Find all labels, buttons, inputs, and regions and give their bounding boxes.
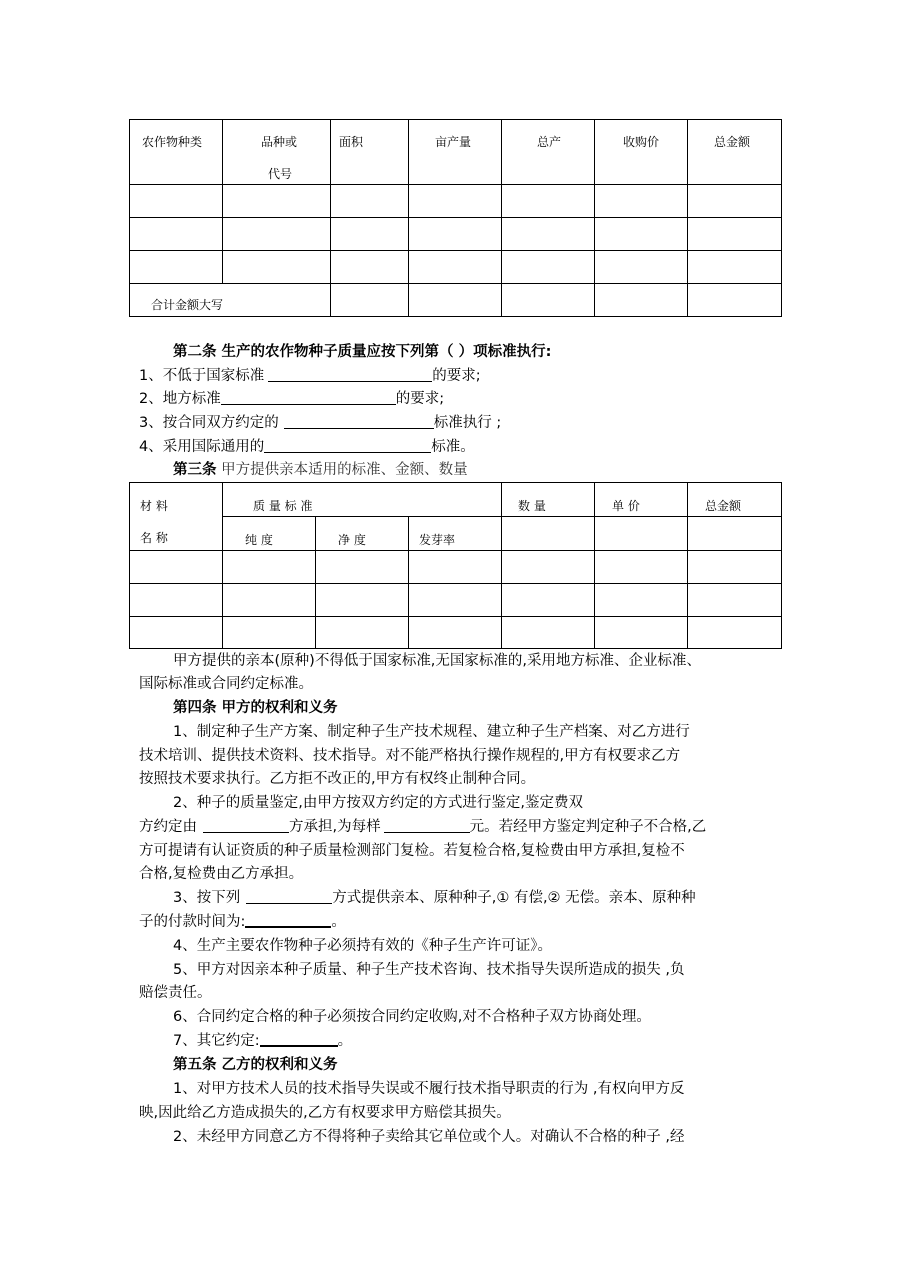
- article5-p1-line1: 1、对甲方技术人员的技术指导失误或不履行技术指导职责的行为 ,有权向甲方反: [173, 1081, 685, 1097]
- article4-p1-line3: 按照技术要求执行。乙方拒不改正的,甲方有权终止制种合同。: [139, 771, 536, 787]
- article5-p2-line1: 2、未经甲方同意乙方不得将种子卖给其它单位或个人。对确认不合格的种子 ,经: [173, 1129, 685, 1145]
- article4-p7: 7、其它约定: 。: [173, 1033, 353, 1049]
- table-row: [130, 584, 782, 617]
- col-header-unit-price: 单 价: [612, 499, 640, 513]
- col-header-cleanliness: 净 度: [338, 533, 366, 547]
- col-header-germination: 发芽率: [419, 533, 456, 547]
- table-subheader-row: [130, 517, 782, 551]
- article5-title: 第五条 乙方的权利和义务: [173, 1057, 338, 1073]
- col-header-name: 名 称: [140, 531, 168, 545]
- table-row: [130, 251, 782, 284]
- blank-field: [264, 438, 431, 453]
- para-parent-standard-1: 甲方提供的亲本(原种)不得低于国家标准,无国家标准的,采用地方标准、企业标准、: [173, 653, 702, 669]
- article4-p4: 4、生产主要农作物种子必须持有效的《种子生产许可证》。: [173, 938, 552, 954]
- article4-p1-line1: 1、制定种子生产方案、制定种子生产技术规程、建立种子生产档案、对乙方进行: [173, 724, 690, 740]
- table-row: [130, 551, 782, 584]
- col-header-material: 材 料: [140, 499, 168, 513]
- blank-field: [246, 889, 332, 904]
- blank-field: [260, 1031, 338, 1047]
- article4-p2-line1: 2、种子的质量鉴定,由甲方按双方约定的方式进行鉴定,鉴定费双: [173, 795, 583, 811]
- article2-item-3: 3、按合同双方约定的 标准执行 ;: [139, 415, 502, 431]
- article2-item-4: 4、采用国际通用的 标准。: [139, 439, 475, 455]
- article5-p1-line2: 映,因此给乙方造成损失的,乙方有权要求甲方赔偿其损失。: [139, 1105, 511, 1121]
- article4-p3-line1: 3、按下列 方式提供亲本、原种种子,① 有偿,② 无偿。亲本、原种种: [173, 890, 696, 906]
- blank-field: [384, 818, 470, 833]
- blank-field: [203, 818, 289, 833]
- blank-field: [245, 912, 331, 928]
- table-header-row: [130, 483, 782, 517]
- blank-field: [268, 367, 432, 382]
- col-header-quality-standard: 质 量 标 准: [253, 499, 313, 513]
- para-parent-standard-2: 国际标准或合同约定标准。: [139, 676, 313, 692]
- table-total-row: [130, 284, 782, 317]
- article3-title: 第三条 甲方提供亲本适用的标准、金额、数量: [173, 462, 468, 478]
- col-header-output: 总产: [537, 135, 562, 149]
- article4-p2-line4: 合格,复检费由乙方承担。: [139, 866, 304, 882]
- article4-p6: 6、合同约定合格的种子必须按合同约定收购,对不合格种子双方协商处理。: [173, 1009, 651, 1025]
- col-header-total: 总金额: [705, 499, 742, 513]
- blank-field: [284, 414, 434, 429]
- parent-seed-table: [129, 482, 782, 649]
- article4-p3-line2: 子的付款时间为: 。: [139, 914, 346, 930]
- blank-field: [221, 390, 396, 405]
- col-header-yield: 亩产量: [435, 135, 472, 149]
- article4-p5-line2: 赔偿责任。: [139, 985, 212, 1001]
- col-header-variety: 品种或: [261, 135, 298, 149]
- col-header-amount: 总金额: [714, 135, 751, 149]
- total-amount-label: 合计金额大写: [151, 298, 224, 312]
- production-table: [129, 119, 782, 317]
- article2-title: 第二条 生产的农作物种子质量应按下列第（ ）项标准执行:: [173, 344, 552, 360]
- col-header-code: 代号: [268, 167, 293, 181]
- article4-p5-line1: 5、甲方对因亲本种子质量、种子生产技术咨询、技术指导失误所造成的损失 ,负: [173, 962, 685, 978]
- table-row: [130, 617, 782, 649]
- table-header-row: [130, 120, 782, 185]
- table-row: [130, 218, 782, 251]
- col-header-price: 收购价: [623, 135, 660, 149]
- col-header-quantity: 数 量: [518, 499, 546, 513]
- article2-item-2: 2、地方标准 的要求;: [139, 391, 445, 407]
- article4-title: 第四条 甲方的权利和义务: [173, 700, 338, 716]
- col-header-crop: 农作物种类: [142, 135, 203, 149]
- article2-item-1: 1、不低于国家标准 的要求;: [139, 368, 481, 384]
- table-row: [130, 185, 782, 218]
- col-header-area: 面积: [339, 135, 364, 149]
- article4-p2-line2: 方约定由 方承担,为每样 元。若经甲方鉴定判定种子不合格,乙: [139, 819, 707, 835]
- col-header-purity: 纯 度: [245, 533, 273, 547]
- article4-p1-line2: 技术培训、提供技术资料、技术指导。对不能严格执行操作规程的,甲方有权要求乙方: [139, 748, 681, 764]
- article4-p2-line3: 方可提请有认证资质的种子质量检测部门复检。若复检合格,复检费由甲方承担,复检不: [139, 843, 685, 859]
